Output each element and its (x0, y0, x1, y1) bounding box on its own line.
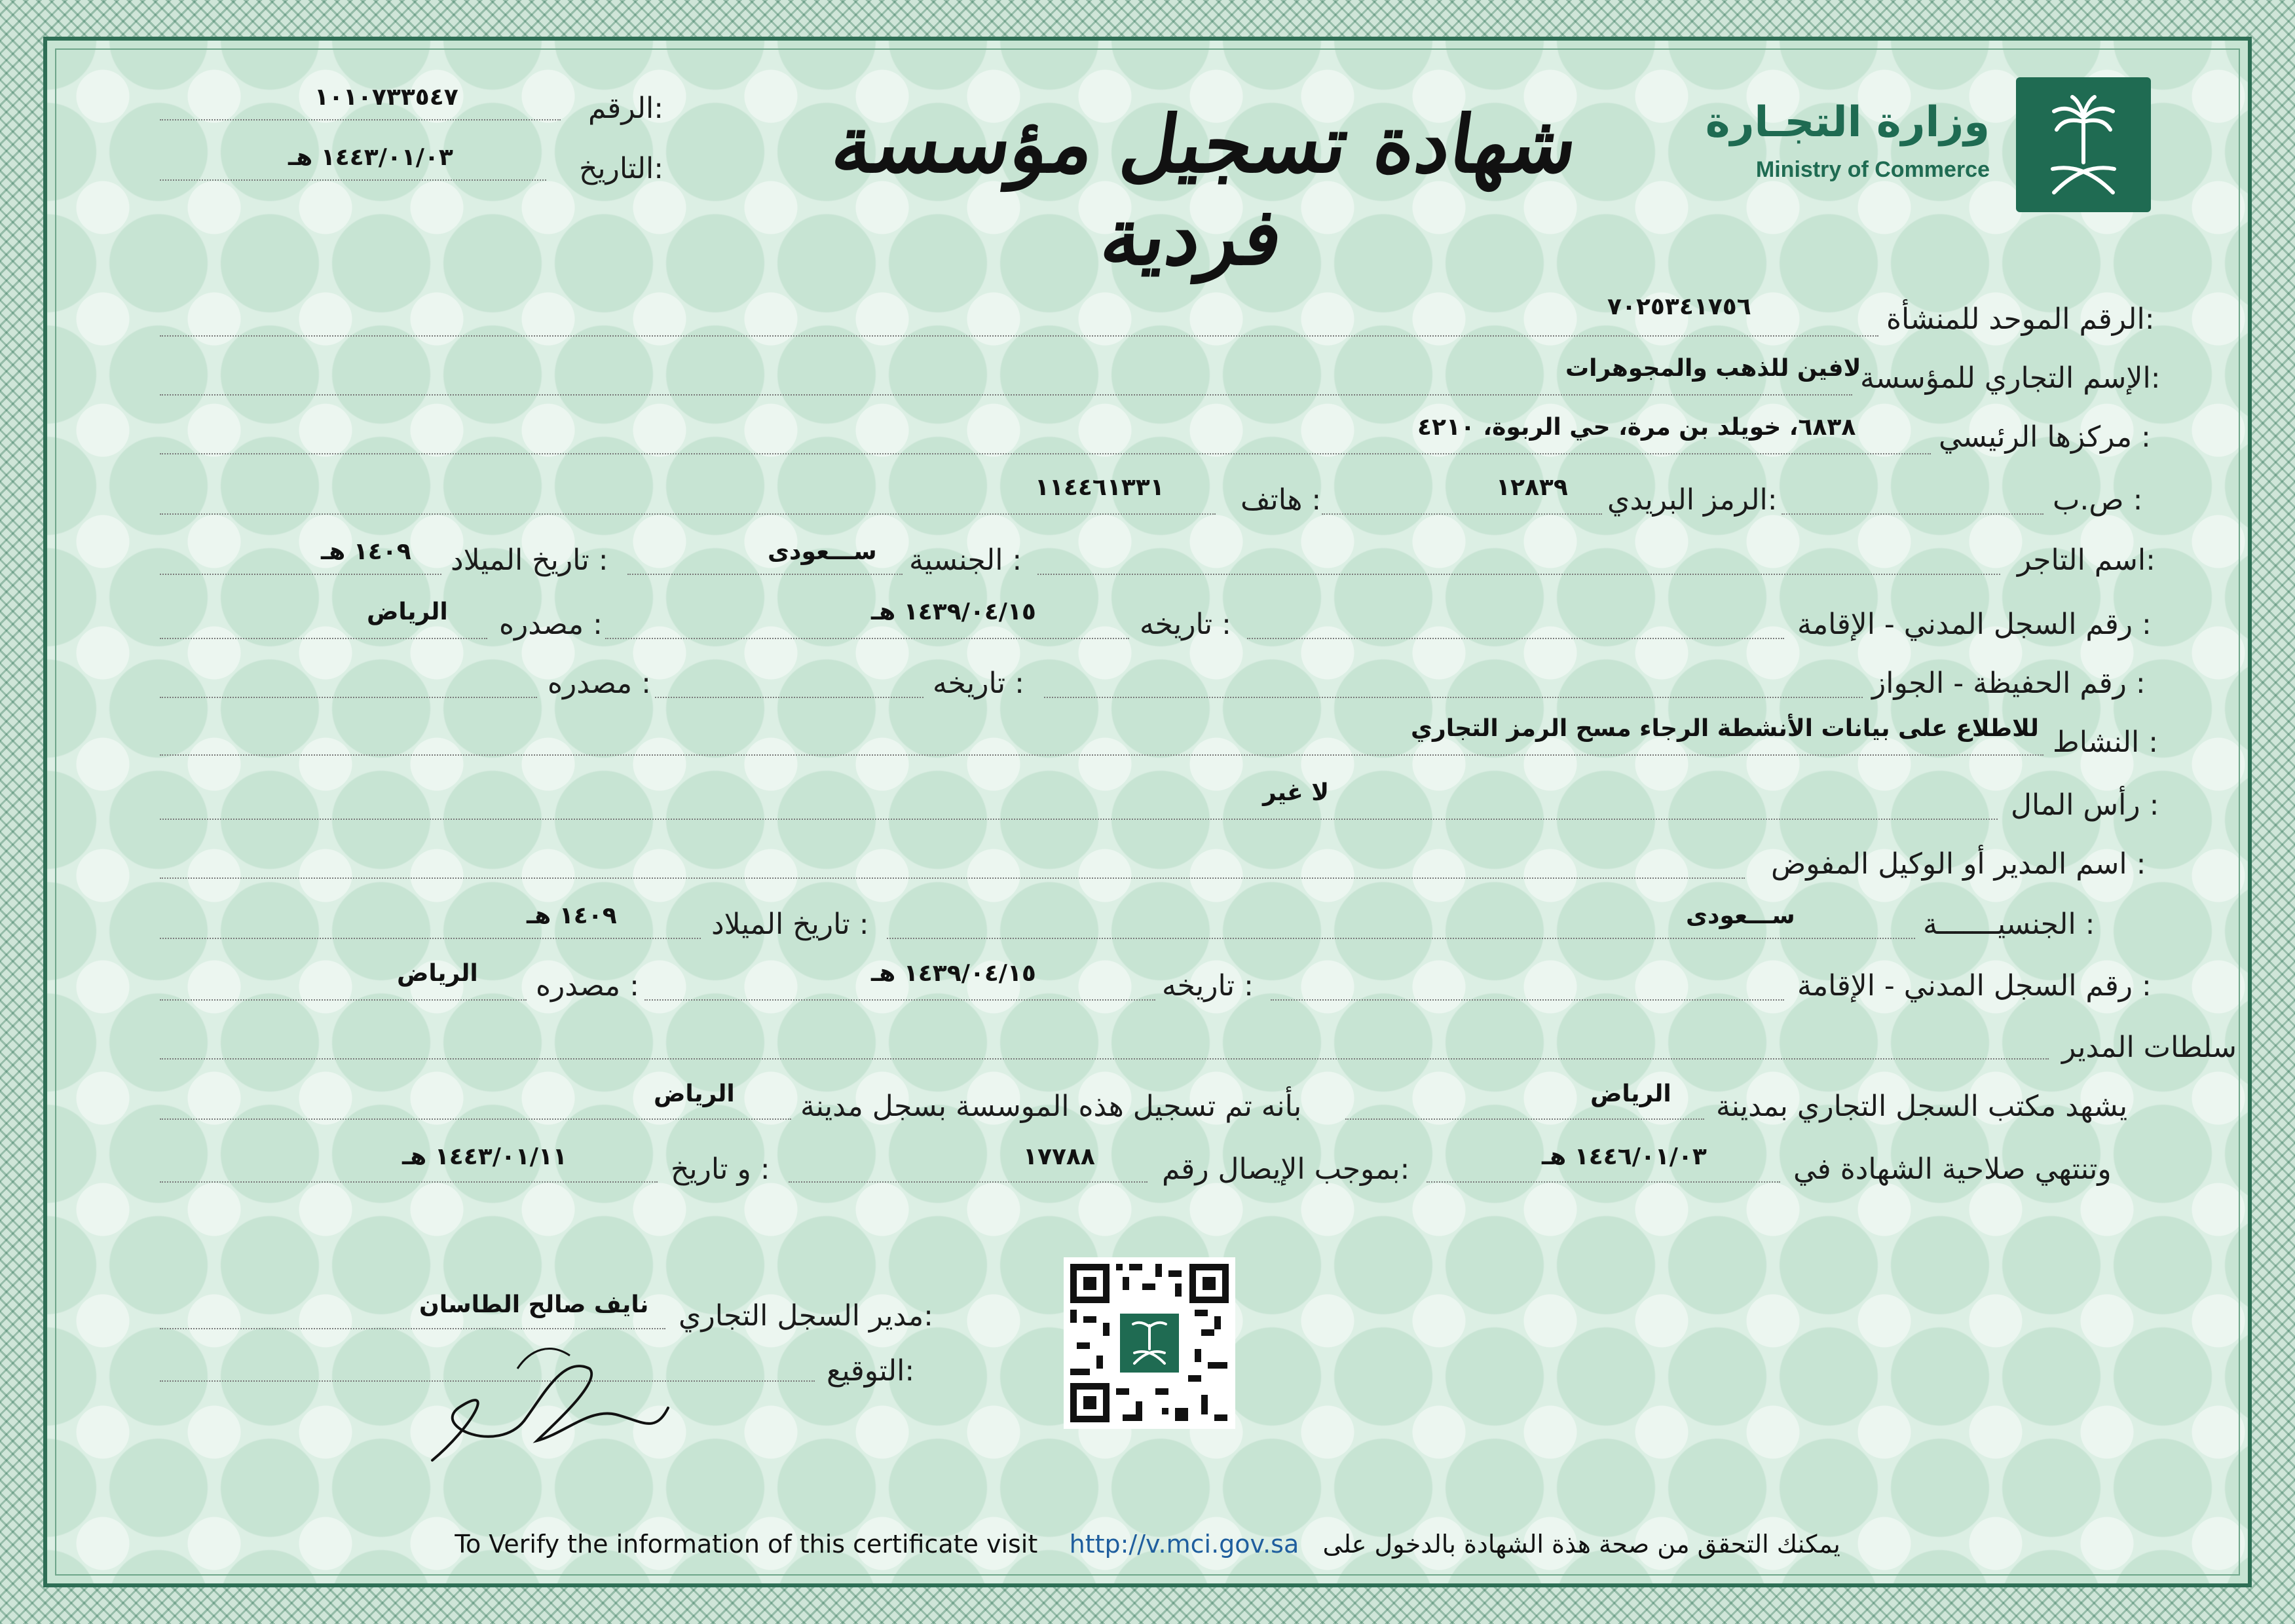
ministry-logo (2016, 77, 2151, 212)
signature-mark (419, 1329, 681, 1473)
expiry-label: وتنتهي صلاحية الشهادة في (1793, 1153, 2112, 1186)
certify-registry-city-value: الرياض (654, 1080, 735, 1107)
expiry-value: ١٤٤٦/٠١/٠٣ هـ (1542, 1143, 1707, 1170)
date-label: التاريخ: (579, 152, 664, 185)
nationality-1-label: الجنسية : (909, 544, 1022, 577)
ministry-name-ar: وزارة التجـارة (1705, 98, 1990, 147)
phone-label: هاتف : (1241, 483, 1322, 517)
nationality-2-label: الجنسيـــــــة : (1923, 908, 2095, 941)
hq-label: مركزها الرئيسي : (1939, 420, 2151, 454)
postal-label: الرمز البريدي: (1607, 483, 1778, 517)
pobox-label: ص.ب : (2053, 483, 2143, 517)
unified-number-value: ٧٠٢٥٣٤١٧٥٦ (1607, 293, 1751, 320)
birthdate-2-label: تاريخ الميلاد : (711, 908, 869, 941)
passport-label: رقم الحفيظة - الجواز : (1872, 667, 2146, 700)
signature-label: التوقيع: (827, 1354, 915, 1388)
civil-reg-1-label: رقم السجل المدني - الإقامة : (1797, 608, 2152, 641)
receipt-date-value: ١٤٤٣/٠١/١١ هـ (402, 1143, 567, 1170)
nationality-1-value: ســـعودى (768, 538, 877, 565)
civil-date-2-label: تاريخه : (1162, 969, 1254, 1003)
merchant-name-label: اسم التاجر: (2017, 544, 2155, 577)
nationality-2-value: ســـعودى (1686, 902, 1795, 929)
postal-value: ١٢٨٣٩ (1496, 474, 1568, 501)
certify-mid-label: بأنه تم تسجيل هذه الموسسة بسجل مدينة (800, 1090, 1302, 1123)
certify-city-value: الرياض (1590, 1080, 1671, 1107)
passport-date-label: تاريخه : (933, 667, 1024, 700)
receipt-value: ١٧٧٨٨ (1023, 1143, 1095, 1170)
birthdate-1-label: تاريخ الميلاد : (451, 544, 608, 577)
registrar-name: نايف صالح الطاسان (419, 1291, 649, 1318)
birthdate-1-value: ١٤٠٩ هـ (321, 538, 411, 565)
certificate-number: ١٠١٠٧٣٣٥٤٧ (314, 84, 458, 111)
certificate-date: ١٤٤٣/٠١/٠٣ هـ (288, 144, 453, 171)
civil-reg-2-label: رقم السجل المدني - الإقامة : (1797, 969, 2152, 1003)
civil-date-1-label: تاريخه : (1140, 608, 1231, 641)
activity-value: للاطلاع على بيانات الأنشطة الرجاء مسح الرمز التجاري (1411, 715, 2039, 742)
activity-label: النشاط : (2053, 726, 2159, 759)
page-title: شهادة تسجيل مؤسسة فردية (827, 98, 1584, 283)
manager-powers-label: سلطات المدير (2062, 1031, 2237, 1064)
capital-value: لا غير (1263, 779, 1330, 806)
manager-label: اسم المدير أو الوكيل المفوض : (1771, 847, 2146, 881)
civil-source-2-label: مصدره : (536, 969, 639, 1003)
receipt-date-label: و تاريخ : (671, 1153, 770, 1186)
civil-source-1-label: مصدره : (499, 608, 603, 641)
verify-footer (0, 1530, 2295, 1559)
civil-date-2-value: ١٤٣٩/٠٤/١٥ هـ (871, 960, 1036, 987)
civil-date-1-value: ١٤٣٩/٠٤/١٥ هـ (871, 599, 1036, 625)
civil-source-2-value: الرياض (397, 960, 478, 987)
birthdate-2-value: ١٤٠٩ هـ (527, 902, 617, 929)
footer-en: To Verify the information of this certificate visit (455, 1530, 1038, 1559)
trade-name-label: الإسم التجاري للمؤسسة: (1860, 361, 2161, 395)
passport-source-label: مصدره : (548, 667, 651, 700)
palm-swords-icon (2016, 77, 2151, 212)
certify-prefix-label: يشهد مكتب السجل التجاري بمدينة (1716, 1090, 2128, 1123)
qr-code[interactable] (1064, 1257, 1235, 1429)
civil-source-1-value: الرياض (367, 599, 448, 625)
footer-ar: يمكنك التحقق من صحة هذة الشهادة بالدخول على (1322, 1530, 1840, 1559)
registrar-label: مدير السجل التجاري: (679, 1299, 933, 1333)
capital-label: رأس المال : (2011, 788, 2159, 822)
phone-value: ١١٤٤٦١٣٣١ (1035, 474, 1165, 501)
unified-number-label: الرقم الموحد للمنشأة: (1886, 303, 2155, 336)
ministry-name-en: Ministry of Commerce (1755, 157, 1990, 182)
trade-name-value: لافين للذهب والمجوهرات (1565, 355, 1861, 382)
verify-link[interactable]: http://v.mci.gov.sa (1069, 1530, 1299, 1559)
receipt-label: بموجب الإيصال رقم: (1162, 1153, 1410, 1186)
hq-value: ٦٨٣٨، خويلد بن مرة، حي الربوة، ٤٢١٠ (1417, 414, 1856, 441)
qr-code-icon (1064, 1257, 1235, 1429)
number-label: الرقم: (588, 92, 664, 125)
